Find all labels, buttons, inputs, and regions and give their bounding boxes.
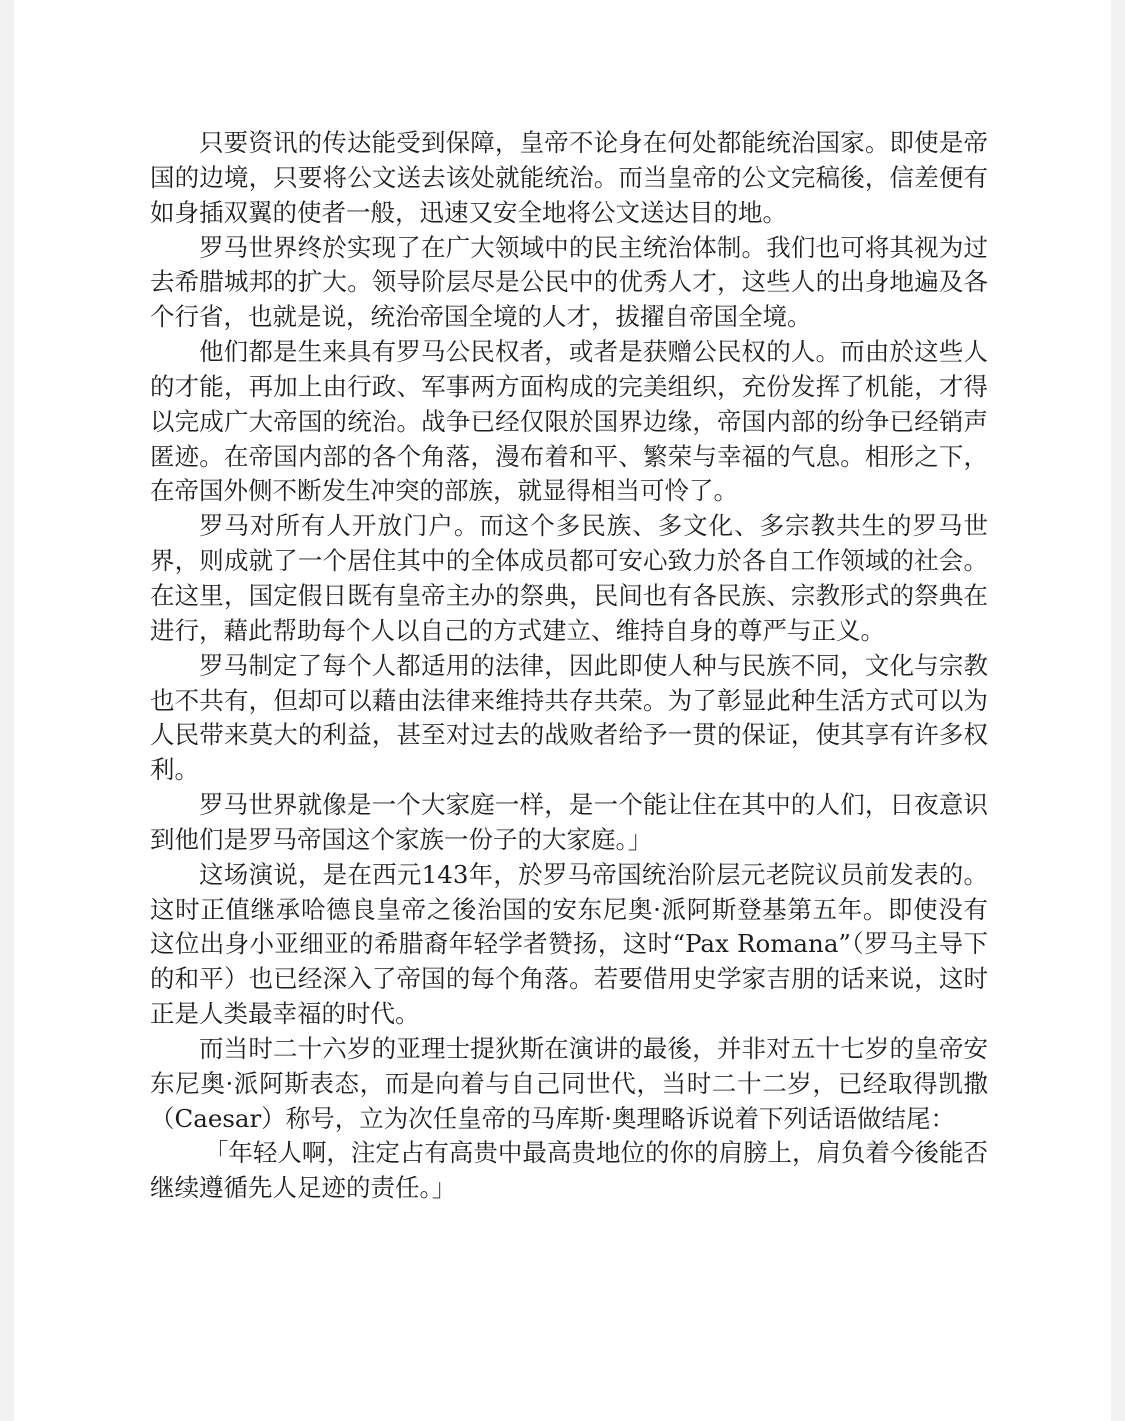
paragraph: 罗马世界终於实现了在广大领域中的民主统治体制。我们也可将其视为过去希腊城邦的扩大。领导阶层尽是公民中的优秀人才，这些人的出身地遍及各个行省，也就是说，统治帝国全境的人才，拔擢自帝国全境。 [150, 232, 988, 332]
book-page [14, 0, 1111, 1421]
paragraph: 罗马对所有人开放门户。而这个多民族、多文化、多宗教共生的罗马世界，则成就了一个居住其中的全体成员都可安心致力於各自工作领域的社会。在这里，国定假日既有皇帝主办的祭典，民间也有各民族、宗教形式的祭典在进行，藉此帮助每个人以自己的方式建立、维持自身的尊严与正义。 [150, 511, 988, 645]
paragraph: 罗马世界就像是一个大家庭一样，是一个能让住在其中的人们，日夜意识到他们是罗马帝国这个家族一份子的大家庭。」 [150, 790, 988, 854]
paragraph: 只要资讯的传达能受到保障，皇帝不论身在何处都能统治国家。即使是帝国的边境，只要将公文送去该处就能统治。而当皇帝的公文完稿後，信差便有如身插双翼的使者一般，迅速又安全地将公文送达目的地。 [150, 128, 988, 227]
paragraph: 罗马制定了每个人都适用的法律，因此即使人种与民族不同，文化与宗教也不共有，但却可以藉由法律来维持共存共荣。为了彰显此种生活方式可以为人民带来莫大的利益，甚至对过去的战败者给予一贯的保证，使其享有许多权利。 [150, 650, 988, 785]
paragraph: 他们都是生来具有罗马公民权者，或者是获赠公民权的人。而由於这些人的才能，再加上由行政、军事两方面构成的完美组织，充份发挥了机能，才得以完成广大帝国的统治。战争已经仅限於国界边缘，帝国内部的纷争已经销声匿迹。在帝国内部的各个角落，漫布着和平、繁荣与幸福的气息。相形之下，在帝国外侧不断发生冲突的部族，就显得相当可怜了。 [150, 337, 988, 506]
paragraph: 这场演说，是在西元143年，於罗马帝国统治阶层元老院议员前发表的。这时正值继承哈德良皇帝之後治国的安东尼奥·派阿斯登基第五年。即使没有这位出身小亚细亚的希腊裔年轻学者赞扬，这时“Pax Romana”（罗马主导下的和平）也已经深入了帝国的每个角落。若要借用史学家吉朋的话来说，这时正是人类最幸福的时代。 [150, 859, 988, 1029]
body-text [150, 126, 988, 1206]
closing-quote: 「年轻人啊，注定占有高贵中最高贵地位的你的肩膀上，肩负着今後能否继续遵循先人足迹的责任。」 [150, 1138, 988, 1203]
paragraph: 而当时二十六岁的亚理士提狄斯在演讲的最後，并非对五十七岁的皇帝安东尼奥·派阿斯表态，而是向着与自己同世代，当时二十二岁，已经取得凯撒（Caesar）称号，立为次任皇帝的马库斯·奥理略诉说着下列话语做结尾： [150, 1033, 988, 1133]
